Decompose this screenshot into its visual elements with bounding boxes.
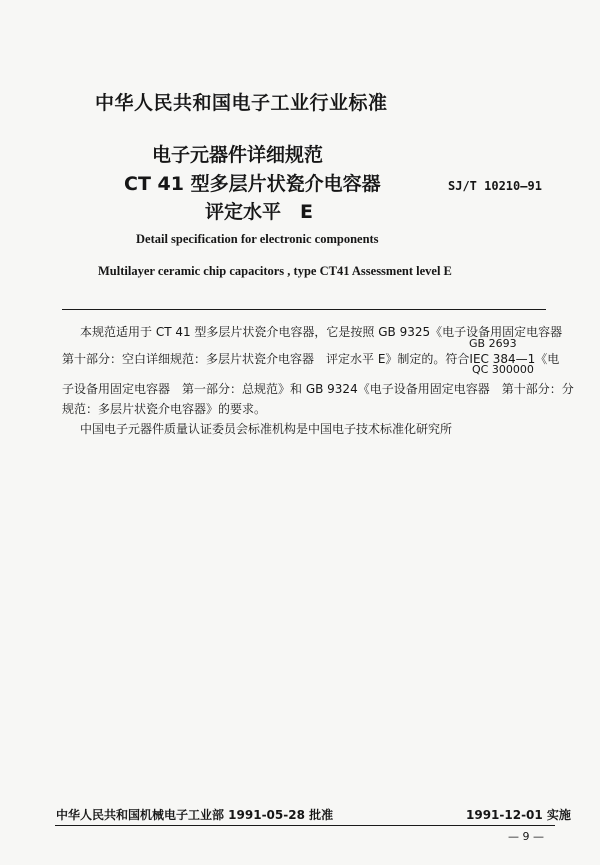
title-line-2: CT 41 型多层片状瓷介电容器 <box>124 173 381 195</box>
english-title-line-1: Detail specification for electronic components <box>136 232 379 246</box>
header-divider <box>62 309 546 310</box>
title-line-3: 评定水平 E <box>205 201 313 223</box>
english-title-line-2: Multilayer ceramic chip capacitors , type CT41 Assessment level E <box>98 264 452 278</box>
issued-by: 中华人民共和国机械电子工业部 1991-05-28 批准 <box>56 808 334 822</box>
paragraph-1-line-1: 本规范适用于 CT 41 型多层片状瓷介电容器，它是按照 GB 9325《电子设备用固定电容器 <box>80 325 563 339</box>
paragraph-1-line-3: 子设备用固定电容器 第一部分：总规范》和 GB 9324《电子设备用固定电容器 第十部分：分 <box>62 382 574 396</box>
paragraph-2: 中国电子元器件质量认证委员会标准机构是中国电子技术标准化研究所 <box>80 422 453 436</box>
title-line-1: 电子元器件详细规范 <box>152 144 324 166</box>
paragraph-1-note-2: QC 300000 <box>472 363 534 376</box>
footer-divider <box>55 825 555 826</box>
standard-category: 中华人民共和国电子工业行业标准 <box>95 92 388 114</box>
effective-date: 1991-12-01 实施 <box>466 808 571 822</box>
page-number: — 9 — <box>508 830 544 843</box>
paragraph-1-note: GB 2693 <box>469 337 517 350</box>
standard-code: SJ/T 10210—91 <box>448 179 542 193</box>
paragraph-1-line-4: 规范：多层片状瓷介电容器》的要求。 <box>62 402 267 416</box>
paragraph-1-line-2: 第十部分：空白详细规范：多层片状瓷介电容器 评定水平 E》制定的。符合IEC 384—1《电 <box>62 352 560 366</box>
